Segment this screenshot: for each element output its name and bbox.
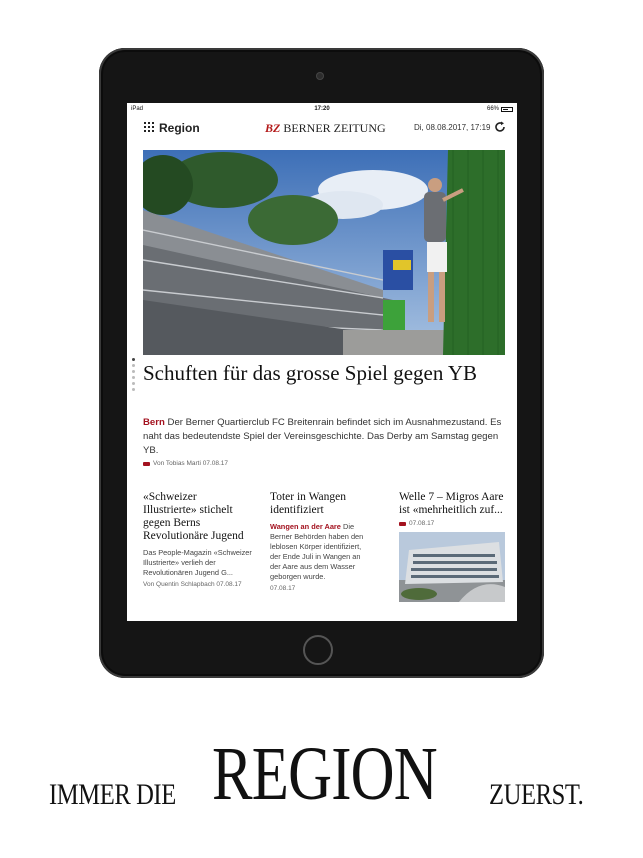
- status-time: 17:20: [314, 106, 330, 112]
- story-text: Die Berner Behörden haben den leblosen Körper identifiziert, der Ende Juli in Wangen an der Aare aus dem Wasser geborgen wurde.: [270, 522, 364, 581]
- section-title[interactable]: Region: [159, 121, 200, 135]
- story-byline: [143, 581, 253, 588]
- author-icon: [143, 462, 150, 466]
- story-card[interactable]: [143, 491, 253, 588]
- story-date-text: 07.08.17: [409, 520, 435, 527]
- status-bar: [127, 103, 517, 115]
- lead-story-kicker: Bern: [143, 417, 165, 428]
- tagline: [0, 732, 643, 816]
- lead-story-byline: [143, 460, 228, 467]
- story-teaser: Das People-Magazin «Schweizer Illustrierte» verlieh der Revolutionären Jugend G...: [143, 548, 252, 577]
- page-indicator[interactable]: [132, 358, 136, 391]
- refresh-icon[interactable]: [493, 120, 507, 134]
- top-navigation: [127, 115, 517, 139]
- story-headline[interactable]: «Schweizer Illustrierte» stichelt gegen Berns Revolutionäre Jugend: [143, 491, 244, 542]
- tagline-part-3: ZUERST.: [489, 778, 584, 811]
- story-headline[interactable]: Welle 7 – Migros Aare ist «mehrheitlich zuf...: [399, 491, 504, 516]
- story-card[interactable]: [270, 491, 372, 592]
- lead-story-image[interactable]: [143, 150, 505, 355]
- tagline-part-1: IMMER DIE: [49, 778, 176, 811]
- article-icon: [399, 522, 406, 526]
- logo-text: BERNER ZEITUNG: [283, 121, 386, 135]
- tagline-part-2: REGION: [212, 732, 437, 816]
- story-thumbnail[interactable]: [399, 532, 505, 602]
- home-button[interactable]: [303, 635, 333, 665]
- device-label: iPad: [131, 106, 144, 112]
- lead-story-text: Der Berner Quartierclub FC Breitenrain befindet sich im Ausnahmezustand. Es naht das bedeutendste Spiel der Vereinsgeschichte. Das Derby am Samstag gegen YB.: [143, 417, 502, 456]
- battery-percent: 66%: [486, 106, 499, 112]
- story-date-text: 07.08.17: [270, 585, 296, 592]
- lead-story-author: Von Tobias Marti 07.08.17: [153, 460, 229, 467]
- grid-icon[interactable]: [144, 122, 154, 132]
- edition-date: Di, 08.08.2017, 17:19: [414, 123, 491, 132]
- front-camera: [316, 72, 324, 80]
- story-teaser: [270, 522, 372, 582]
- story-date: [270, 585, 372, 592]
- story-headline[interactable]: Toter in Wangen identifiziert: [270, 491, 346, 516]
- app-screen: [127, 103, 517, 621]
- battery-icon: [501, 107, 513, 112]
- battery-status: [487, 106, 513, 112]
- story-kicker: Wangen an der Aare: [270, 522, 341, 531]
- berner-zeitung-logo: [265, 121, 386, 136]
- story-date: [399, 520, 507, 527]
- lead-story-headline[interactable]: Schuften für das grosse Spiel gegen YB: [143, 361, 477, 385]
- story-author: Von Quentin Schlapbach 07.08.17: [143, 581, 242, 588]
- lead-story-teaser[interactable]: [143, 416, 503, 458]
- story-card[interactable]: [399, 491, 507, 602]
- logo-mark: BZ: [265, 121, 281, 135]
